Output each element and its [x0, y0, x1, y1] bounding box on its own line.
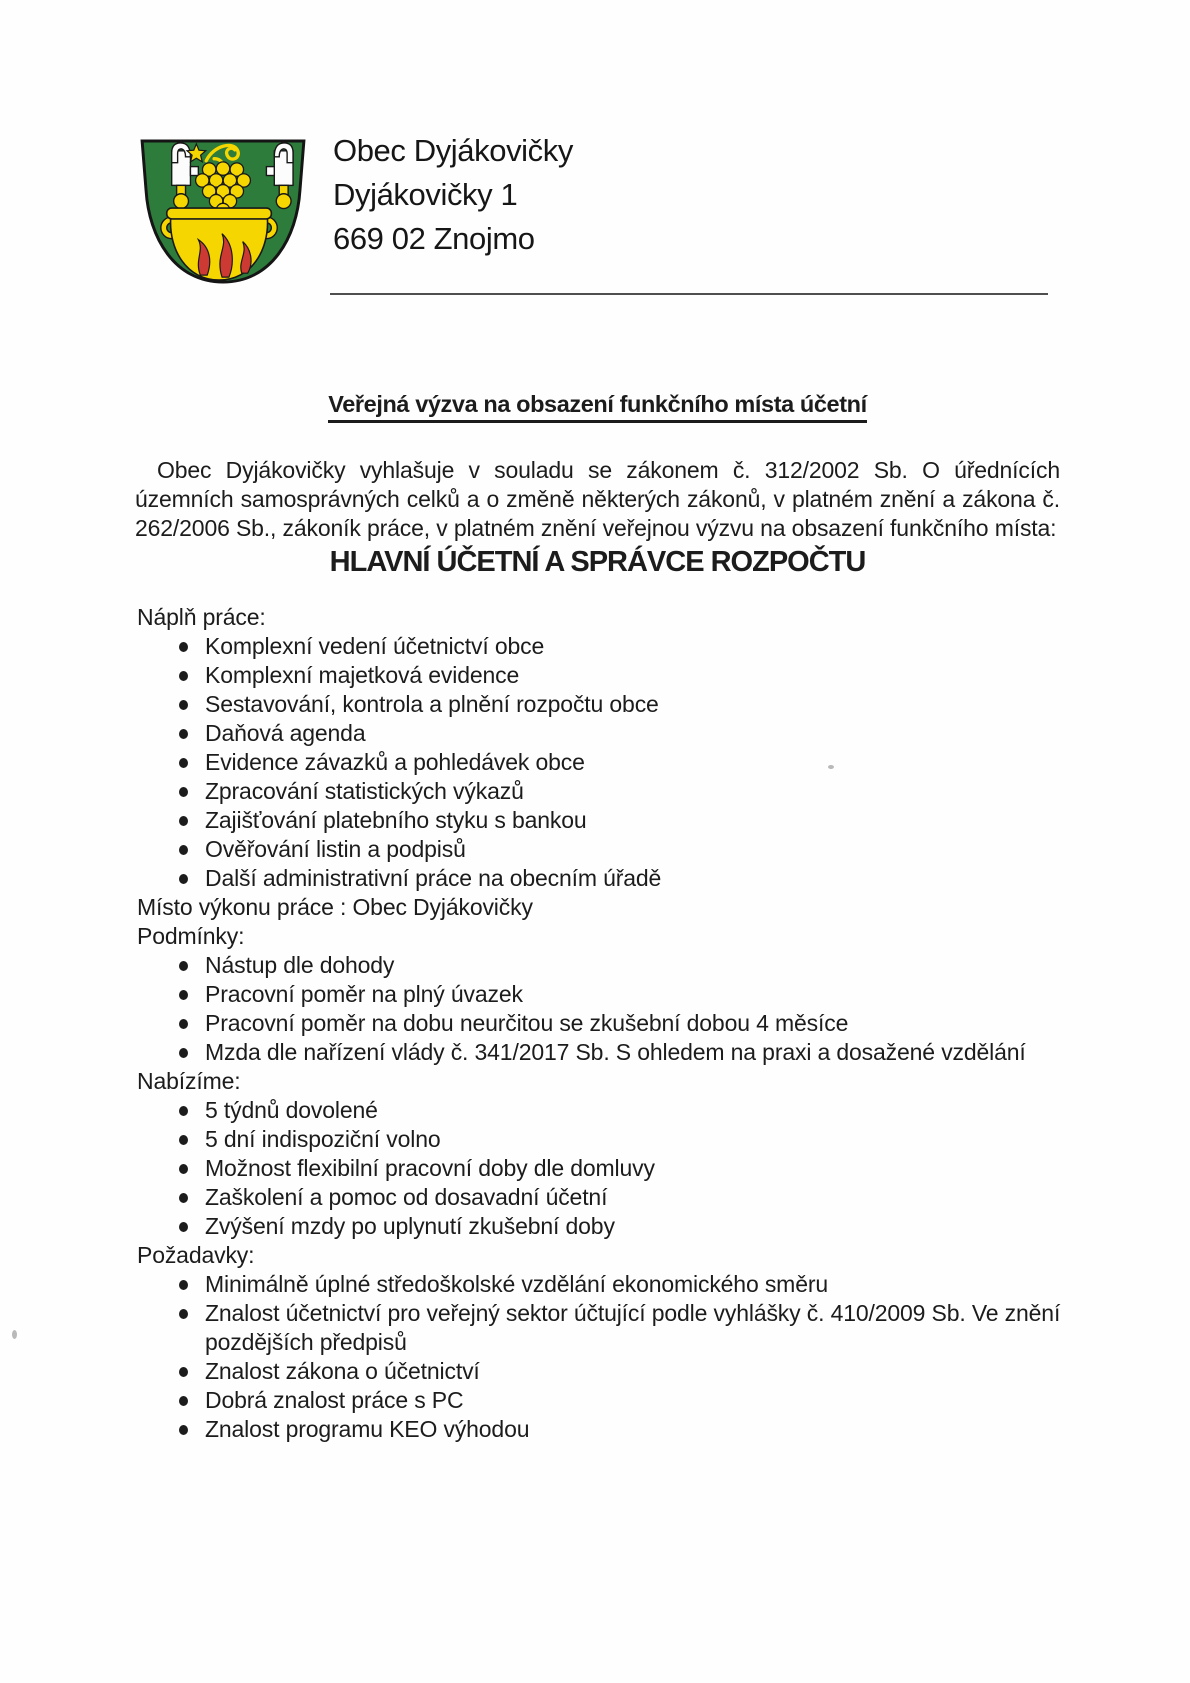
content-line	[137, 922, 1190, 951]
content-line-text: Dobrá znalost práce s PC	[205, 1387, 464, 1413]
bullet-dot	[179, 671, 188, 681]
content-line	[137, 748, 1070, 777]
org-name: Obec Dyjákovičky	[333, 133, 573, 168]
bullet-dot	[179, 990, 188, 1000]
content-line-text: Pracovní poměr na plný úvazek	[205, 981, 523, 1007]
content-line-text: Nabízíme:	[137, 1068, 241, 1094]
municipal-coat-of-arms-icon	[138, 139, 308, 285]
bullet-dot	[179, 700, 188, 710]
content-line	[137, 632, 1070, 661]
content-line-text: Komplexní majetková evidence	[205, 662, 520, 688]
intro-paragraph: Obec Dyjákovičky vyhlašuje v souladu se zákonem č. 312/2002 Sb. O úřednících územních samosprávných celků a o změně některých zákonů, v platném znění a zákona č. 262/2006 Sb., zákoník práce, v platném znění veřejnou výzvu na obsazení funkčního místa:	[135, 457, 1060, 541]
content-line-text: Další administrativní práce na obecním úřadě	[205, 865, 662, 891]
content-line-text: Místo výkonu práce : Obec Dyjákovičky	[137, 894, 533, 920]
content-line-text: Mzda dle nařízení vlády č. 341/2017 Sb. S ohledem na praxi a dosažené vzdělání	[205, 1039, 1026, 1065]
bullet-dot	[179, 961, 188, 971]
letterhead-rule	[330, 293, 1048, 295]
content-line	[137, 864, 1070, 893]
org-city: 669 02 Znojmo	[333, 221, 535, 256]
position-title-wrap	[135, 546, 1130, 579]
content-line-text: Podmínky:	[137, 923, 245, 949]
content-line-text: Sestavování, kontrola a plnění rozpočtu obce	[205, 691, 659, 717]
content-line-text: Znalost programu KEO výhodou	[205, 1416, 530, 1442]
content-line	[137, 980, 1070, 1009]
bullet-dot	[179, 1309, 188, 1319]
content-line	[137, 603, 1190, 632]
bullet-dot	[179, 1193, 188, 1203]
bullet-dot	[179, 1280, 188, 1290]
content-line-text: Zvýšení mzdy po uplynutí zkušební doby	[205, 1213, 615, 1239]
bullet-dot	[179, 1425, 188, 1435]
bullet-dot	[179, 1396, 188, 1406]
bullet-dot	[179, 1135, 188, 1145]
org-address: Dyjákovičky 1	[333, 177, 518, 212]
bullet-dot	[179, 1222, 188, 1232]
content-line	[137, 1270, 1070, 1299]
content-line-text: Možnost flexibilní pracovní doby dle domluvy	[205, 1155, 655, 1181]
content-line-text: Náplň práce:	[137, 604, 266, 630]
content-line-text: Komplexní vedení účetnictví obce	[205, 633, 545, 659]
content-line-text: Požadavky:	[137, 1242, 255, 1268]
job-details	[137, 603, 1190, 1444]
bullet-dot	[179, 816, 188, 826]
content-line-text: Znalost zákona o účetnictví	[205, 1358, 480, 1384]
bullet-dot	[179, 1019, 188, 1029]
bullet-dot	[179, 729, 188, 739]
content-line	[137, 1096, 1070, 1125]
content-line	[137, 1183, 1070, 1212]
content-line-text: Zajišťování platebního styku s bankou	[205, 807, 587, 833]
content-line-text: Ověřování listin a podpisů	[205, 836, 466, 862]
bullet-dot	[179, 1367, 188, 1377]
content-line	[137, 719, 1070, 748]
bullet-dot	[179, 874, 188, 884]
content-line-text: Znalost účetnictví pro veřejný sektor účtující podle vyhlášky č. 410/2009 Sb. Ve znění pozdějších předpisů	[205, 1300, 1061, 1355]
content-line	[137, 1009, 1070, 1038]
document-title: Veřejná výzva na obsazení funkčního místa účetní	[328, 391, 866, 423]
content-line	[137, 1415, 1070, 1444]
bullet-dot	[179, 1106, 188, 1116]
content-line	[137, 1067, 1190, 1096]
content-line	[137, 1241, 1190, 1270]
content-line	[137, 951, 1070, 980]
content-line-text: Minimálně úplné středoškolské vzdělání ekonomického směru	[205, 1271, 828, 1297]
content-line	[137, 1125, 1070, 1154]
bullet-dot	[179, 758, 188, 768]
content-line-text: 5 dní indispoziční volno	[205, 1126, 441, 1152]
content-line	[137, 1038, 1070, 1067]
content-line-text: Daňová agenda	[205, 720, 366, 746]
content-line	[137, 661, 1070, 690]
content-line	[137, 777, 1070, 806]
content-line-text: Nástup dle dohody	[205, 952, 395, 978]
bullet-dot	[179, 1164, 188, 1174]
scan-speckle	[828, 765, 834, 769]
content-line	[137, 1299, 1070, 1357]
content-line-text: 5 týdnů dovolené	[205, 1097, 378, 1123]
content-line-text: Evidence závazků a pohledávek obce	[205, 749, 585, 775]
content-line	[137, 893, 1190, 922]
content-line	[137, 1212, 1070, 1241]
content-line	[137, 690, 1070, 719]
content-line	[137, 835, 1070, 864]
document-title-wrap	[135, 391, 1138, 423]
content-line	[137, 1386, 1070, 1415]
content-line-text: Zpracování statistických výkazů	[205, 778, 524, 804]
letterhead	[0, 0, 1190, 285]
scan-speckle	[12, 1330, 17, 1339]
content-line-text: Pracovní poměr na dobu neurčitou se zkušební dobou 4 měsíce	[205, 1010, 849, 1036]
content-line-text: Zaškolení a pomoc od dosavadní účetní	[205, 1184, 608, 1210]
letterhead-text	[333, 126, 573, 261]
bullet-dot	[179, 1048, 188, 1058]
bullet-dot	[179, 642, 188, 652]
bullet-dot	[179, 845, 188, 855]
content-line	[137, 806, 1070, 835]
position-title: HLAVNÍ ÚČETNÍ A SPRÁVCE ROZPOČTU	[329, 546, 866, 578]
content-line	[137, 1154, 1070, 1183]
content-line	[137, 1357, 1070, 1386]
bullet-dot	[179, 787, 188, 797]
